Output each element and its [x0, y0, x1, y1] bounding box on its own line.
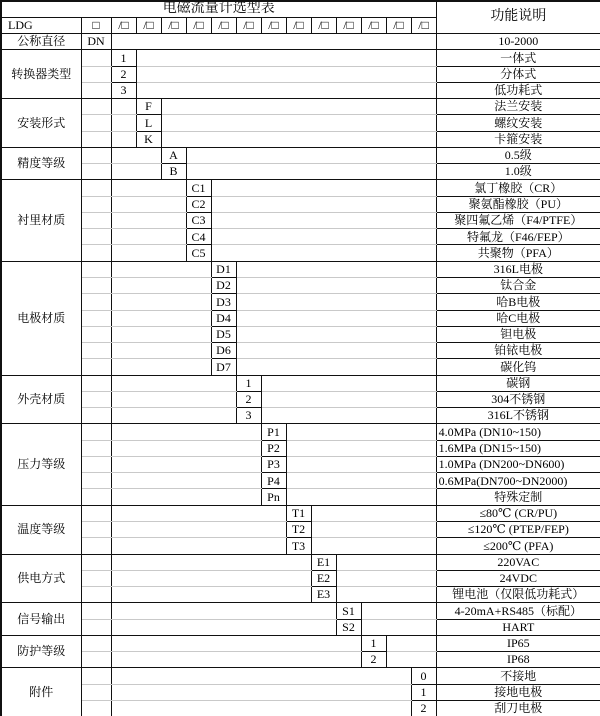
- code-slot: /□: [161, 17, 186, 33]
- code-cell: T1: [286, 505, 311, 521]
- table-row: [1, 147, 600, 163]
- spacer-cell: [311, 522, 436, 538]
- spacer-cell: [111, 196, 186, 212]
- section-label: 信号输出: [1, 603, 81, 636]
- spacer-cell: [286, 489, 436, 505]
- table-row: [1, 229, 600, 245]
- spacer-cell: [81, 684, 111, 700]
- section-label: 温度等级: [1, 505, 81, 554]
- spacer-cell: [136, 50, 436, 66]
- code-cell: 2: [236, 391, 261, 407]
- spacer-cell: [111, 294, 211, 310]
- spacer-cell: [111, 245, 186, 261]
- table-row: [1, 440, 600, 456]
- function-cell: 碳钢: [436, 375, 600, 391]
- spacer-cell: [211, 180, 436, 196]
- spacer-cell: [236, 310, 436, 326]
- spacer-cell: [81, 131, 111, 147]
- function-cell: IP68: [436, 652, 600, 668]
- function-cell: 卡箍安装: [436, 131, 600, 147]
- spacer-cell: [111, 375, 236, 391]
- code-slot: /□: [411, 17, 436, 33]
- table-row: [1, 489, 600, 505]
- model-prefix: LDG: [1, 17, 81, 33]
- spacer-cell: [81, 375, 111, 391]
- spacer-cell: [336, 554, 436, 570]
- spacer-cell: [311, 505, 436, 521]
- spacer-cell: [81, 180, 111, 196]
- code-slot: /□: [236, 17, 261, 33]
- function-cell: 分体式: [436, 66, 600, 82]
- function-cell: 316L电极: [436, 261, 600, 277]
- spacer-cell: [386, 635, 436, 651]
- table-row: [1, 180, 600, 196]
- table-row: [1, 554, 600, 570]
- code-slot: /□: [386, 17, 411, 33]
- code-cell: E2: [311, 570, 336, 586]
- spacer-cell: [261, 408, 436, 424]
- table-row: [1, 505, 600, 521]
- code-cell: D1: [211, 261, 236, 277]
- spacer-cell: [111, 359, 211, 375]
- table-row: [1, 164, 600, 180]
- table-row: [1, 212, 600, 228]
- spacer-cell: [81, 115, 111, 131]
- code-cell: T2: [286, 522, 311, 538]
- code-slot: /□: [211, 17, 236, 33]
- spacer-cell: [111, 489, 261, 505]
- function-cell: 共聚物（PFA）: [436, 245, 600, 261]
- spacer-cell: [81, 82, 111, 98]
- spacer-cell: [111, 668, 411, 684]
- code-slot: /□: [311, 17, 336, 33]
- table-row: [1, 424, 600, 440]
- function-cell: 刮刀电极: [436, 700, 600, 716]
- spacer-cell: [261, 391, 436, 407]
- function-cell: 1.0级: [436, 164, 600, 180]
- function-cell: 锂电池（仅限低功耗式）: [436, 587, 600, 603]
- spacer-cell: [386, 652, 436, 668]
- table-row: [1, 538, 600, 554]
- spacer-cell: [81, 261, 111, 277]
- spacer-cell: [286, 440, 436, 456]
- spacer-cell: [111, 554, 311, 570]
- function-cell: 聚四氟乙烯（F4/PTFE）: [436, 212, 600, 228]
- spacer-cell: [81, 522, 111, 538]
- spacer-cell: [81, 538, 111, 554]
- table-row: [1, 700, 600, 716]
- spacer-cell: [111, 505, 286, 521]
- function-cell: 碳化钨: [436, 359, 600, 375]
- table-row: [1, 310, 600, 326]
- spacer-cell: [111, 635, 361, 651]
- function-cell: 钽电极: [436, 326, 600, 342]
- function-cell: 氯丁橡胶（CR）: [436, 180, 600, 196]
- table-row: [1, 652, 600, 668]
- code-cell: A: [161, 147, 186, 163]
- code-cell: C3: [186, 212, 211, 228]
- table-row: [1, 570, 600, 586]
- spacer-cell: [336, 587, 436, 603]
- function-cell: 1.0MPa (DN200~DN600): [436, 456, 600, 472]
- function-cell: IP65: [436, 635, 600, 651]
- spacer-cell: [111, 652, 361, 668]
- spacer-cell: [211, 212, 436, 228]
- code-cell: C5: [186, 245, 211, 261]
- function-cell: 低功耗式: [436, 82, 600, 98]
- title-row: [1, 1, 600, 17]
- spacer-cell: [81, 294, 111, 310]
- spacer-cell: [186, 147, 436, 163]
- spacer-cell: [111, 131, 136, 147]
- spacer-cell: [111, 147, 161, 163]
- code-cell: D3: [211, 294, 236, 310]
- code-cell: 1: [236, 375, 261, 391]
- spacer-cell: [286, 473, 436, 489]
- function-cell: HART: [436, 619, 600, 635]
- section-label: 附件: [1, 668, 81, 716]
- function-cell: 4-20mA+RS485（标配）: [436, 603, 600, 619]
- code-cell: C4: [186, 229, 211, 245]
- table-row: [1, 456, 600, 472]
- spacer-cell: [361, 619, 436, 635]
- spacer-cell: [81, 473, 111, 489]
- spacer-cell: [111, 261, 211, 277]
- table-row: [1, 261, 600, 277]
- spacer-cell: [161, 115, 436, 131]
- spacer-cell: [161, 99, 436, 115]
- spacer-cell: [81, 408, 111, 424]
- spacer-cell: [236, 359, 436, 375]
- code-cell: E1: [311, 554, 336, 570]
- spacer-cell: [81, 212, 111, 228]
- function-cell: ≤120℃ (PTEP/FEP): [436, 522, 600, 538]
- section-label: 安装形式: [1, 99, 81, 148]
- spacer-cell: [81, 278, 111, 294]
- spacer-cell: [81, 587, 111, 603]
- code-cell: D6: [211, 343, 236, 359]
- spacer-cell: [211, 196, 436, 212]
- function-cell: 特殊定制: [436, 489, 600, 505]
- table-row: [1, 115, 600, 131]
- section-label: 压力等级: [1, 424, 81, 505]
- spacer-cell: [81, 424, 111, 440]
- spacer-cell: [81, 652, 111, 668]
- spacer-cell: [81, 668, 111, 684]
- code-cell: L: [136, 115, 161, 131]
- spacer-cell: [111, 700, 411, 716]
- table-row: [1, 99, 600, 115]
- dn-code: DN: [81, 34, 111, 50]
- table-row: [1, 326, 600, 342]
- table-title: 电磁流量计选型表: [1, 1, 436, 17]
- spacer-cell: [361, 603, 436, 619]
- table-row: [1, 278, 600, 294]
- spacer-cell: [111, 278, 211, 294]
- spacer-cell: [81, 554, 111, 570]
- spacer-cell: [111, 456, 261, 472]
- code-cell: B: [161, 164, 186, 180]
- code-cell: P2: [261, 440, 286, 456]
- code-slot: /□: [111, 17, 136, 33]
- spacer-cell: [111, 229, 186, 245]
- code-slot: /□: [336, 17, 361, 33]
- spacer-cell: [81, 700, 111, 716]
- function-cell: 一体式: [436, 50, 600, 66]
- spacer-cell: [236, 278, 436, 294]
- spacer-cell: [81, 619, 111, 635]
- table-row: [1, 603, 600, 619]
- spacer-cell: [111, 522, 286, 538]
- code-cell: 0: [411, 668, 436, 684]
- code-slot: /□: [186, 17, 211, 33]
- table-row: [1, 50, 600, 66]
- spacer-cell: [111, 212, 186, 228]
- code-cell: F: [136, 99, 161, 115]
- spacer-cell: [236, 294, 436, 310]
- spacer-cell: [111, 570, 311, 586]
- spacer-cell: [111, 310, 211, 326]
- spacer-cell: [286, 456, 436, 472]
- function-cell: 铂铱电极: [436, 343, 600, 359]
- code-slot: /□: [261, 17, 286, 33]
- spacer-cell: [81, 603, 111, 619]
- spacer-cell: [81, 343, 111, 359]
- spacer-cell: [81, 245, 111, 261]
- code-cell: S2: [336, 619, 361, 635]
- spacer-cell: [81, 99, 111, 115]
- spacer-cell: [136, 82, 436, 98]
- function-cell: 接地电极: [436, 684, 600, 700]
- spacer-cell: [81, 456, 111, 472]
- spacer-cell: [111, 99, 136, 115]
- table-row: [1, 294, 600, 310]
- code-slot: /□: [136, 17, 161, 33]
- section-label: 供电方式: [1, 554, 81, 603]
- code-slot: /□: [286, 17, 311, 33]
- function-cell: 不接地: [436, 668, 600, 684]
- function-cell: 316L不锈钢: [436, 408, 600, 424]
- code-cell: K: [136, 131, 161, 147]
- spacer-cell: [111, 391, 236, 407]
- function-cell: ≤80℃ (CR/PU): [436, 505, 600, 521]
- section-label: 外壳材质: [1, 375, 81, 424]
- spacer-cell: [81, 310, 111, 326]
- spacer-cell: [111, 603, 336, 619]
- spacer-cell: [111, 473, 261, 489]
- code-cell: Pn: [261, 489, 286, 505]
- spacer-cell: [81, 229, 111, 245]
- spacer-cell: [111, 424, 261, 440]
- spacer-cell: [236, 261, 436, 277]
- spacer-cell: [236, 326, 436, 342]
- function-cell: 螺纹安装: [436, 115, 600, 131]
- spacer-cell: [111, 180, 186, 196]
- table-row: [1, 668, 600, 684]
- function-cell: 220VAC: [436, 554, 600, 570]
- table-row: [1, 408, 600, 424]
- spacer-cell: [111, 326, 211, 342]
- section-label: 衬里材质: [1, 180, 81, 261]
- spacer-cell: [81, 391, 111, 407]
- code-cell: P4: [261, 473, 286, 489]
- spacer-cell: [81, 505, 111, 521]
- spacer-cell: [81, 164, 111, 180]
- code-cell: E3: [311, 587, 336, 603]
- spacer-cell: [111, 164, 161, 180]
- spacer-cell: [261, 375, 436, 391]
- section-label: 公称直径: [1, 34, 81, 50]
- code-cell: 2: [111, 66, 136, 82]
- spacer-cell: [111, 619, 336, 635]
- code-slot: /□: [361, 17, 386, 33]
- code-cell: 2: [361, 652, 386, 668]
- function-cell: 聚氨酯橡胶（PU）: [436, 196, 600, 212]
- code-cell: P1: [261, 424, 286, 440]
- spacer-cell: [211, 245, 436, 261]
- function-cell: 4.0MPa (DN10~150): [436, 424, 600, 440]
- table-row: [1, 196, 600, 212]
- code-cell: D7: [211, 359, 236, 375]
- table-row: [1, 619, 600, 635]
- function-cell: 钛合金: [436, 278, 600, 294]
- spacer-cell: [111, 440, 261, 456]
- table-row: [1, 66, 600, 82]
- spacer-cell: [81, 196, 111, 212]
- function-cell: 304不锈钢: [436, 391, 600, 407]
- function-cell: 法兰安装: [436, 99, 600, 115]
- table-row: [1, 359, 600, 375]
- spacer-cell: [81, 359, 111, 375]
- code-cell: 1: [111, 50, 136, 66]
- spacer-cell: [111, 343, 211, 359]
- code-cell: D2: [211, 278, 236, 294]
- spacer-cell: [336, 570, 436, 586]
- table-row: [1, 522, 600, 538]
- code-cell: 1: [361, 635, 386, 651]
- code-cell: 3: [111, 82, 136, 98]
- spacer-cell: [111, 587, 311, 603]
- function-cell: 10-2000: [436, 34, 600, 50]
- spacer-cell: [136, 66, 436, 82]
- section-label: 电极材质: [1, 261, 81, 375]
- spacer-cell: [81, 66, 111, 82]
- code-cell: 3: [236, 408, 261, 424]
- table-row: [1, 245, 600, 261]
- table-row: [1, 587, 600, 603]
- code-cell: 1: [411, 684, 436, 700]
- function-cell: 0.6MPa(DN700~DN2000): [436, 473, 600, 489]
- spacer-cell: [111, 684, 411, 700]
- code-cell: 2: [411, 700, 436, 716]
- spacer-cell: [161, 131, 436, 147]
- table-row: [1, 635, 600, 651]
- spacer-cell: [81, 570, 111, 586]
- dn-code-box: □: [81, 17, 111, 33]
- function-cell: 哈C电极: [436, 310, 600, 326]
- spacer-cell: [81, 326, 111, 342]
- table-row: [1, 391, 600, 407]
- spacer-cell: [81, 50, 111, 66]
- function-column-header: 功能说明: [436, 1, 600, 34]
- spacer-cell: [186, 164, 436, 180]
- code-cell: C2: [186, 196, 211, 212]
- spacer-cell: [236, 343, 436, 359]
- spacer-cell: [111, 538, 286, 554]
- spacer-cell: [311, 538, 436, 554]
- function-cell: 24VDC: [436, 570, 600, 586]
- function-cell: 特氟龙（F46/FEP）: [436, 229, 600, 245]
- function-cell: 0.5级: [436, 147, 600, 163]
- code-cell: C1: [186, 180, 211, 196]
- code-cell: D5: [211, 326, 236, 342]
- function-cell: ≤200℃ (PFA): [436, 538, 600, 554]
- section-label: 精度等级: [1, 147, 81, 180]
- spacer-cell: [81, 147, 111, 163]
- table-row: [1, 82, 600, 98]
- table-row: [1, 34, 600, 50]
- table-row: [1, 131, 600, 147]
- spacer-cell: [111, 408, 236, 424]
- table-row: [1, 684, 600, 700]
- spacer-cell: [111, 115, 136, 131]
- code-cell: T3: [286, 538, 311, 554]
- spacer-cell: [81, 635, 111, 651]
- section-label: 转换器类型: [1, 50, 81, 99]
- code-cell: D4: [211, 310, 236, 326]
- code-cell: S1: [336, 603, 361, 619]
- table-row: [1, 343, 600, 359]
- spacer-cell: [111, 34, 436, 50]
- table-row: [1, 473, 600, 489]
- spacer-cell: [81, 489, 111, 505]
- section-label: 防护等级: [1, 635, 81, 668]
- function-cell: 哈B电极: [436, 294, 600, 310]
- code-cell: P3: [261, 456, 286, 472]
- spacer-cell: [81, 440, 111, 456]
- function-cell: 1.6MPa (DN15~150): [436, 440, 600, 456]
- spacer-cell: [211, 229, 436, 245]
- table-row: [1, 375, 600, 391]
- spacer-cell: [286, 424, 436, 440]
